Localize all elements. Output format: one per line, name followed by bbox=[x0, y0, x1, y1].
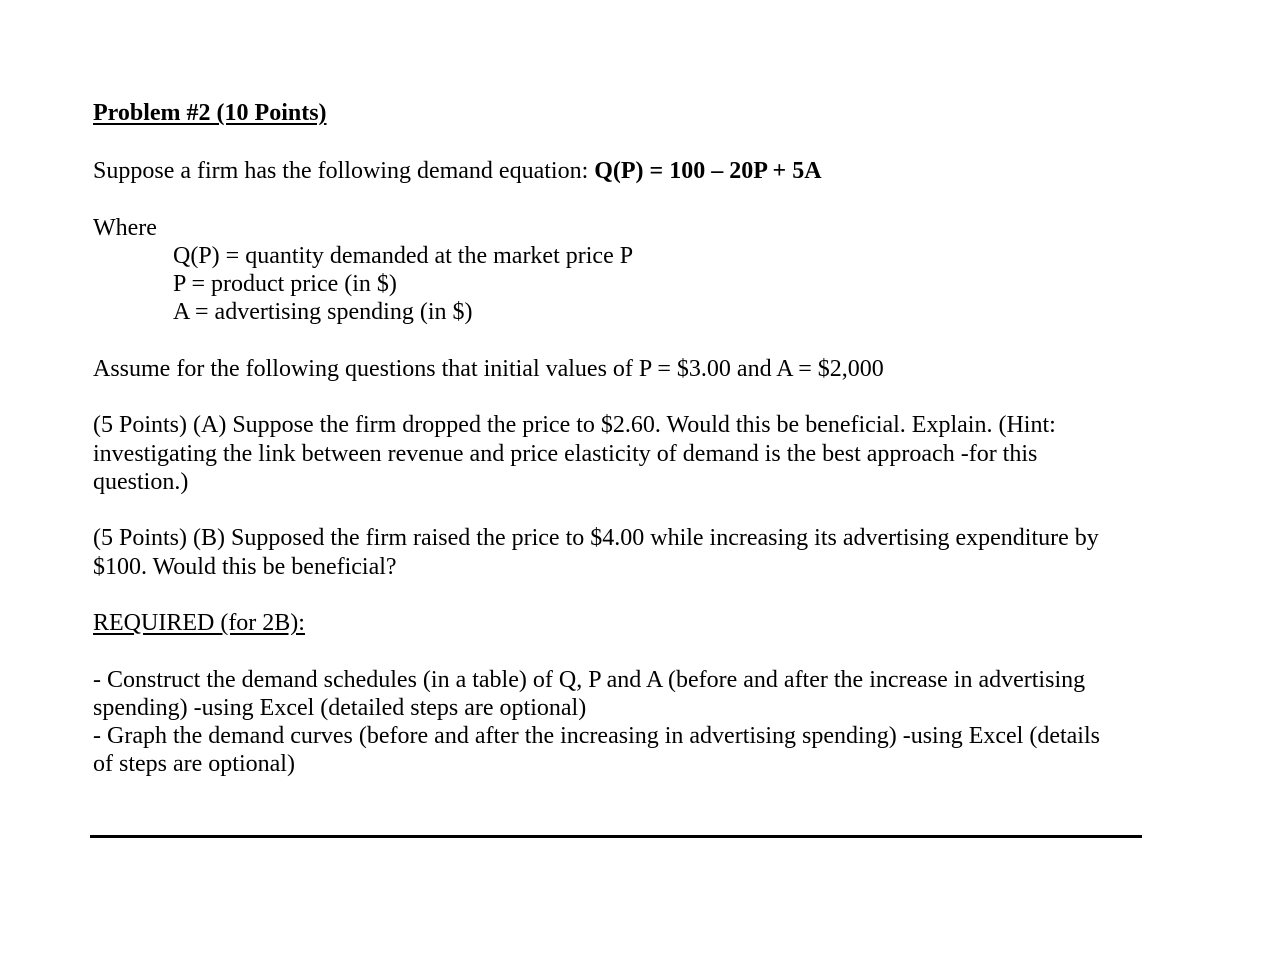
definition-quantity: Q(P) = quantity demanded at the market price P bbox=[173, 243, 634, 269]
definition-price: P = product price (in $) bbox=[173, 271, 397, 297]
question-b-line-1: (5 Points) (B) Supposed the firm raised the price to $4.00 while increasing its advertising expenditure by bbox=[93, 525, 1099, 551]
horizontal-divider bbox=[90, 835, 1142, 838]
problem-title: Problem #2 (10 Points) bbox=[93, 100, 327, 126]
question-a-line-1: (5 Points) (A) Suppose the firm dropped the price to $2.60. Would this be beneficial. Explain. (Hint: bbox=[93, 412, 1056, 438]
requirement-line-2: spending) -using Excel (detailed steps are optional) bbox=[93, 695, 587, 721]
requirement-line-3: - Graph the demand curves (before and after the increasing in advertising spending) -using Excel (details bbox=[93, 723, 1100, 749]
where-label: Where bbox=[93, 215, 157, 241]
question-a-line-3: question.) bbox=[93, 469, 189, 495]
requirement-line-4: of steps are optional) bbox=[93, 751, 295, 777]
question-a-line-2: investigating the link between revenue and price elasticity of demand is the best approach -for this bbox=[93, 441, 1038, 467]
intro-text: Suppose a firm has the following demand equation: bbox=[93, 158, 595, 184]
requirement-line-1: - Construct the demand schedules (in a table) of Q, P and A (before and after the increase in advertising bbox=[93, 667, 1086, 693]
demand-equation: Q(P) = 100 – 20P + 5A bbox=[594, 158, 822, 184]
definition-advertising: A = advertising spending (in $) bbox=[173, 299, 473, 325]
intro-line bbox=[93, 157, 822, 185]
question-b-line-2: $100. Would this be beneficial? bbox=[93, 554, 397, 580]
required-label: REQUIRED (for 2B): bbox=[93, 610, 305, 636]
assumption-line: Assume for the following questions that initial values of P = $3.00 and A = $2,000 bbox=[93, 356, 884, 382]
